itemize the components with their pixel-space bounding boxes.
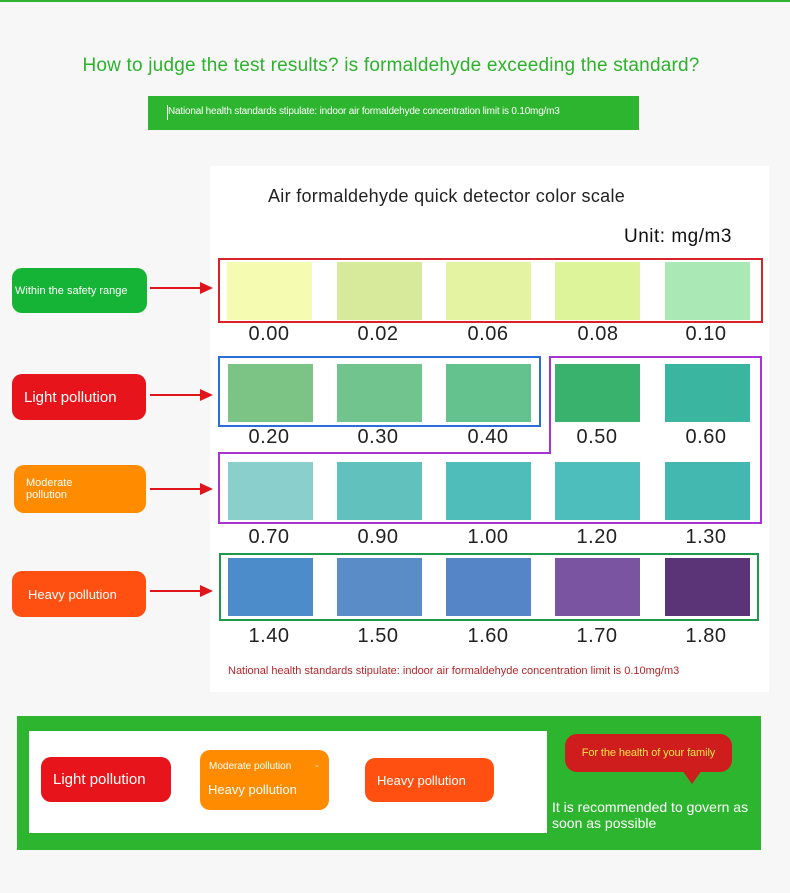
value-label: 0.30 (357, 426, 399, 448)
value-label: 0.00 (248, 323, 290, 345)
scale-footnote: National health standards stipulate: indoor air formaldehyde concentration limit is 0.10mg/m3 (228, 665, 680, 677)
swatch-1.40 (228, 558, 313, 616)
value-label: 1.00 (467, 526, 509, 548)
swatch-0.00 (227, 262, 312, 320)
swatch-1.60 (446, 558, 531, 616)
arrow-icon (150, 281, 214, 295)
value-label: 0.20 (248, 426, 290, 448)
arrow-icon (150, 388, 214, 402)
swatch-0.70 (228, 462, 313, 520)
level-safe-label: Within the safety range (12, 268, 147, 313)
legend-moderate-line1: Moderate pollution (209, 761, 292, 772)
swatch-0.10 (665, 262, 750, 320)
value-label: 0.60 (685, 426, 727, 448)
swatch-1.50 (337, 558, 422, 616)
page-headline: How to judge the test results? is formaldehyde exceeding the standard? (82, 55, 700, 76)
swatch-0.50 (555, 364, 640, 422)
value-label: 1.80 (685, 625, 727, 647)
legend-moderate-pollution (200, 750, 329, 810)
arrow-icon (150, 584, 214, 598)
swatch-1.20 (555, 462, 640, 520)
value-label: 0.50 (576, 426, 618, 448)
swatch-0.06 (446, 262, 531, 320)
swatch-0.40 (446, 364, 531, 422)
value-label: 0.40 (467, 426, 509, 448)
family-health-bubble: For the health of your family (565, 734, 732, 772)
bubble-tail (682, 770, 702, 784)
value-label: 0.08 (577, 323, 619, 345)
value-label: 1.30 (685, 526, 727, 548)
value-label: 1.70 (576, 625, 618, 647)
standard-banner: National health standards stipulate: indoor air formaldehyde concentration limit is 0.10mg/m3 (148, 96, 639, 130)
value-label: 0.02 (357, 323, 399, 345)
legend-moderate-dash: - (315, 760, 319, 772)
top-divider (0, 0, 790, 2)
level-light-label: Light pollution (12, 374, 146, 420)
value-label: 1.40 (248, 625, 290, 647)
level-heavy-label: Heavy pollution (12, 571, 146, 617)
swatch-0.02 (337, 262, 422, 320)
swatch-0.60 (665, 364, 750, 422)
value-label: 0.06 (467, 323, 509, 345)
swatch-1.70 (555, 558, 640, 616)
legend-light-pollution: Light pollution (41, 757, 171, 802)
swatch-0.30 (337, 364, 422, 422)
value-label: 1.20 (576, 526, 618, 548)
swatch-1.30 (665, 462, 750, 520)
swatch-0.08 (555, 262, 640, 320)
unit-label: Unit: mg/m3 (624, 226, 732, 247)
swatch-0.90 (337, 462, 422, 520)
value-label: 1.60 (467, 625, 509, 647)
legend-moderate-line2: Heavy pollution (208, 782, 297, 797)
value-label: 0.70 (248, 526, 290, 548)
value-label: 0.90 (357, 526, 399, 548)
value-label: 1.50 (357, 625, 399, 647)
swatch-1.00 (446, 462, 531, 520)
value-label: 0.10 (685, 323, 727, 345)
level-moderate-label: Moderate pollution (14, 465, 146, 513)
swatch-0.20 (228, 364, 313, 422)
swatch-1.80 (665, 558, 750, 616)
recommendation-text: It is recommended to govern as soon as possible (552, 799, 749, 831)
arrow-icon (150, 482, 214, 496)
legend-heavy-pollution: Heavy pollution (365, 758, 494, 802)
scale-title: Air formaldehyde quick detector color scale (268, 186, 626, 206)
